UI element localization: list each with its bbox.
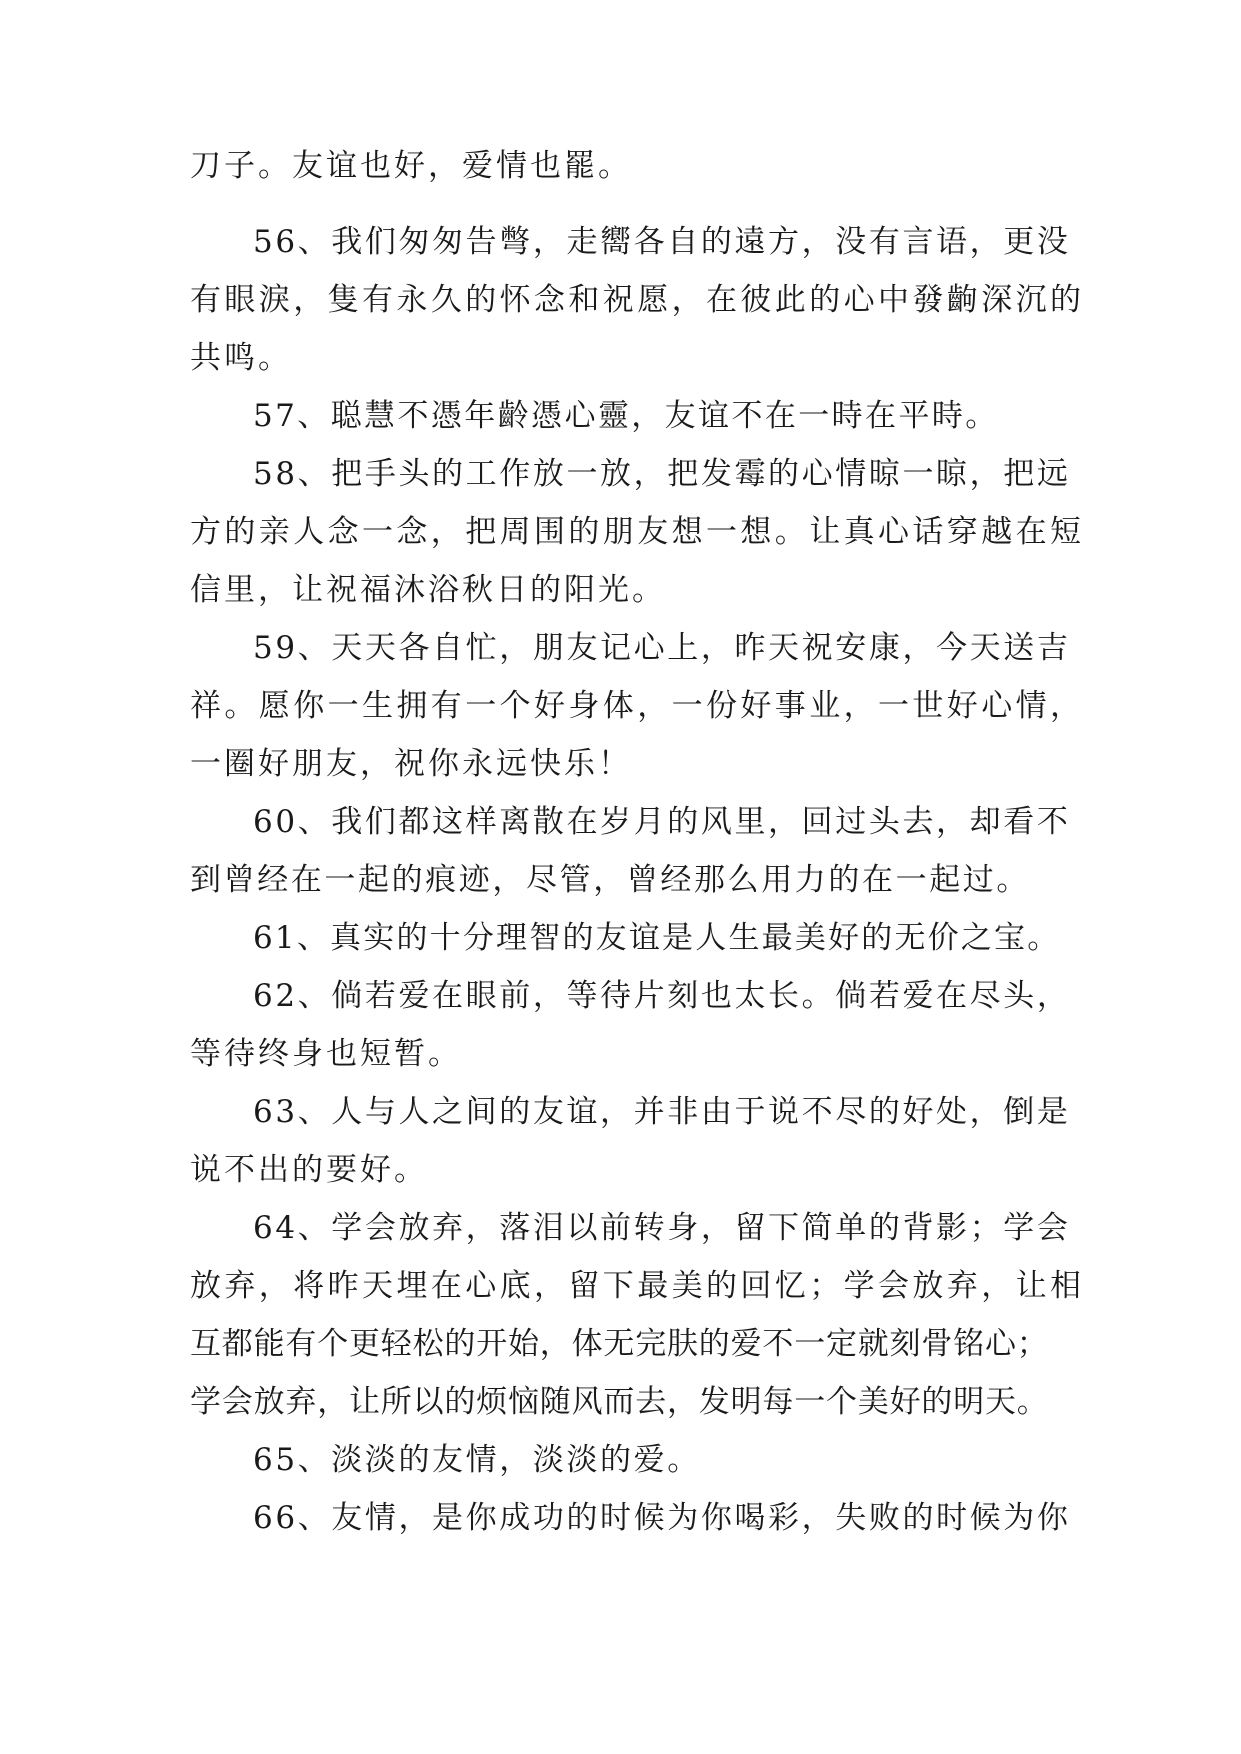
paragraph-line: 64、学会放弃，落泪以前转身，留下简单的背影；学会 [253, 1210, 1071, 1246]
paragraph-line: 信里，让祝福沐浴秋日的阳光。 [190, 572, 666, 608]
paragraph-line: 60、我们都这样离散在岁月的风里，回过头去，却看不 [253, 804, 1071, 840]
paragraph-line: 互都能有个更轻松的开始，体无完肤的爱不一定就刻骨铭心； [190, 1326, 1049, 1362]
paragraph-line: 56、我们匆匆告彆，走嚮各自的遠方，没有言语，更没 [253, 224, 1071, 260]
paragraph-line: 65、淡淡的友情，淡淡的爱。 [253, 1442, 701, 1478]
paragraph-line: 一圈好朋友，祝你永远快乐！ [190, 746, 632, 782]
paragraph-line: 说不出的要好。 [190, 1152, 428, 1188]
paragraph-line: 62、倘若爱在眼前，等待片刻也太长。倘若爱在尽头， [253, 978, 1071, 1014]
paragraph-line: 57、聪慧不憑年齡憑心靈，友谊不在一時在平時。 [253, 398, 999, 434]
paragraph-line: 共鸣。 [190, 340, 292, 376]
paragraph-line: 有眼淚，隻有永久的怀念和祝愿，在彼此的心中發齣深沉的 [190, 282, 1085, 318]
paragraph-line: 到曾经在一起的痕迹，尽管，曾经那么用力的在一起过。 [190, 862, 1030, 898]
paragraph-line: 刀子。友谊也好，爱情也罷。 [190, 148, 632, 184]
paragraph-line: 放弃，将昨天埋在心底，留下最美的回忆；学会放弃，让相 [190, 1268, 1085, 1304]
paragraph-line: 学会放弃，让所以的烦恼随风而去，发明每一个美好的明天。 [190, 1384, 1049, 1420]
paragraph-line: 方的亲人念一念，把周围的朋友想一想。让真心话穿越在短 [190, 514, 1085, 550]
paragraph-line: 58、把手头的工作放一放，把发霉的心情晾一晾，把远 [253, 456, 1071, 492]
paragraph-line: 66、友情，是你成功的时候为你喝彩，失败的时候为你 [253, 1500, 1071, 1536]
paragraph-line: 61、真实的十分理智的友谊是人生最美好的无价之宝。 [253, 920, 1061, 956]
paragraph-line: 祥。愿你一生拥有一个好身体，一份好事业，一世好心情， [190, 688, 1085, 724]
paragraph-line: 等待终身也短暂。 [190, 1036, 462, 1072]
paragraph-line: 63、人与人之间的友谊，并非由于说不尽的好处，倒是 [253, 1094, 1071, 1130]
paragraph-line: 59、天天各自忙，朋友记心上，昨天祝安康，今天送吉 [253, 630, 1071, 666]
